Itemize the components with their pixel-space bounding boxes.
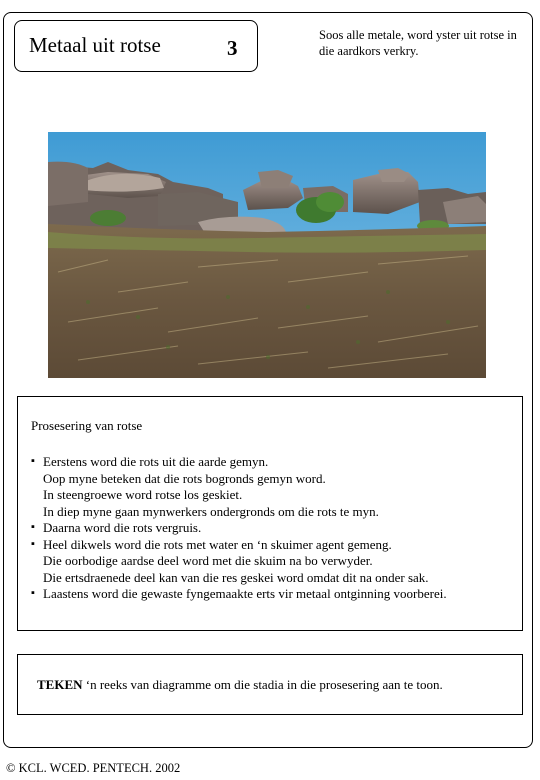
task-box	[17, 654, 523, 715]
bullet-icon: ▪	[31, 537, 35, 550]
list-item-line: Daarna word die rots vergruis.	[43, 520, 202, 535]
list-item-line: Heel dikwels word die rots met water en ‘n skuimer agent gemeng.	[43, 536, 392, 552]
list-item	[31, 520, 447, 537]
list-item-line: Eerstens word die rots uit die aarde gemyn.	[43, 454, 269, 469]
page-title: Metaal uit rotse	[29, 33, 161, 57]
page-number: 3	[227, 36, 238, 60]
list-item-line: Die oorbodige aardse deel word met die skuim na bo verwyder.	[43, 553, 373, 568]
title-box	[14, 20, 258, 72]
intro-text: Soos alle metale, word yster uit rotse in die aardkors verkry.	[319, 28, 517, 58]
list-item-line: Oop myne beteken dat die rots bogronds gemyn word.	[43, 470, 326, 486]
list-item-line: In steengroewe word rotse los geskiet.	[43, 487, 243, 502]
processing-heading: Prosesering van rotse	[31, 418, 143, 433]
bullet-icon: ▪	[31, 521, 35, 533]
worksheet-card	[3, 12, 533, 748]
bullet-icon: ▪	[31, 587, 35, 599]
processing-section	[17, 396, 523, 631]
bullet-icon: ▪	[31, 455, 35, 467]
list-item	[31, 537, 447, 587]
list-item-line: Laastens word die gewaste fyngemaakte erts vir metaal ontginning voorberei.	[43, 586, 447, 601]
task-keyword: TEKEN	[37, 677, 83, 692]
list-item	[31, 586, 447, 603]
list-item-line: In diep myne gaan mynwerkers ondergronds om die rots te myn.	[43, 503, 379, 519]
task-instruction	[37, 677, 443, 693]
task-text: ‘n reeks van diagramme om die stadia in die prosesering aan te toon.	[85, 677, 443, 692]
processing-list	[31, 454, 447, 603]
landscape-rocks-photo	[48, 132, 486, 378]
list-item-line: Die ertsdraenede deel kan van die res geskei word omdat dit na onder sak.	[43, 569, 429, 585]
list-item	[31, 454, 447, 520]
copyright-footer: © KCL. WCED. PENTECH. 2002	[6, 761, 181, 775]
